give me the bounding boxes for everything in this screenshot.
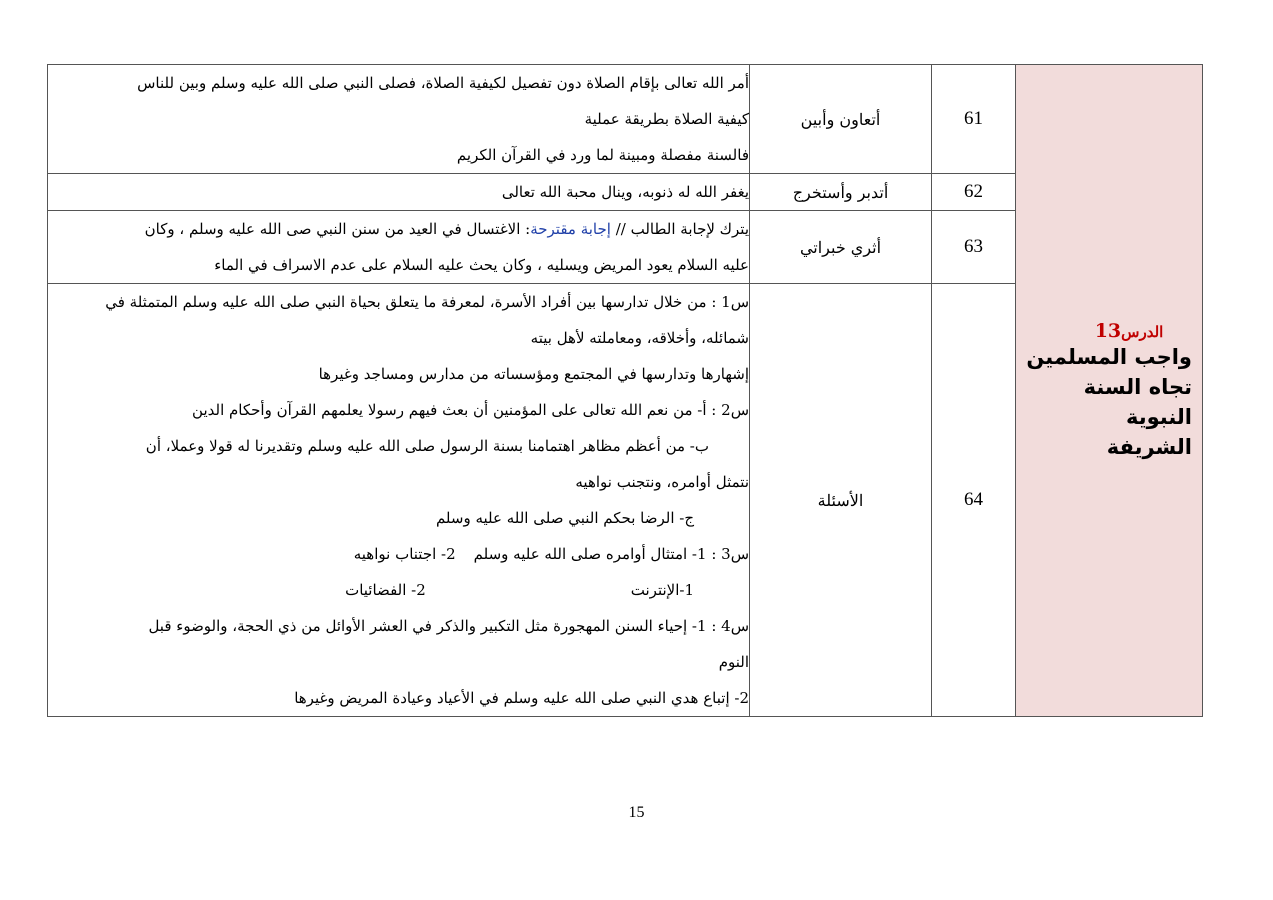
suggested-answer-label: إجابة مقترحة	[530, 220, 611, 238]
answer-cell	[48, 65, 750, 174]
answer-line: س4 : 1- إحياء السنن المهجورة مثل التكبير والذكر في العشر الأوائل من ذي الحجة، والوضوء قبل	[148, 617, 749, 635]
answer-line: نتمثل أوامره، ونتجنب نواهيه	[575, 473, 749, 491]
lesson-table-container	[47, 64, 1203, 717]
answer-line: النوم	[718, 653, 749, 671]
row-number: 64	[932, 284, 1016, 717]
page-number: 15	[628, 804, 645, 821]
answer-line: س2 : أ- من نعم الله تعالى على المؤمنين أن بعث فيهم رسولا يعلمهم القرآن وأحكام الدين	[192, 401, 749, 419]
lesson-tag: الدرس13	[1094, 319, 1164, 342]
activity-label: أتدبر وأستخرج	[750, 174, 932, 211]
answer-line: 1-الإنترنت2- الفضائيات	[345, 581, 694, 599]
answer-line: عليه السلام يعود المريض ويسليه ، وكان يحث عليه السلام على عدم الاسراف في الماء	[214, 256, 749, 274]
lesson-cell	[1016, 65, 1203, 717]
answer-line: يغفر الله له ذنوبه، وينال محبة الله تعالى	[501, 183, 749, 201]
answer-cell	[48, 174, 750, 211]
lesson-title-line-3: الشريفة	[1106, 434, 1192, 459]
answer-line: أمر الله تعالى بإقام الصلاة دون تفصيل لكيفية الصلاة، فصلى النبي صلى الله عليه وسلم وبين للناس	[137, 74, 749, 92]
row-number: 61	[932, 65, 1016, 174]
answer-line: إشهارها وتدارسها في المجتمع ومؤسساته من مدارس ومساجد وغيرها	[318, 365, 749, 383]
row-number: 62	[932, 174, 1016, 211]
answer-line: ب- من أعظم مظاهر اهتمامنا بسنة الرسول صلى الله عليه وسلم وتقديرنا له قولا وعملا، أن	[145, 437, 709, 455]
answer-line: س3 : 1- امتثال أوامره صلى الله عليه وسلم2- اجتناب نواهيه	[353, 545, 749, 563]
answers-table	[47, 64, 1203, 717]
answer-cell	[48, 284, 750, 717]
row-number: 63	[932, 211, 1016, 284]
activity-label: أثري خبراتي	[750, 211, 932, 284]
answer-line: فالسنة مفصلة ومبينة لما ورد في القرآن الكريم	[456, 146, 749, 164]
answer-line: س1 : من خلال تدارسها بين أفراد الأسرة، لمعرفة ما يتعلق بحياة النبي صلى الله عليه وسلم المتمثلة في	[105, 293, 749, 311]
table-row-61	[48, 65, 1203, 174]
answer-line: يترك لإجابة الطالب // إجابة مقترحة: الاغتسال في العيد من سنن النبي صى الله عليه وسلم ، وكان	[144, 220, 749, 238]
answer-cell	[48, 211, 750, 284]
answer-line: شمائله، وأخلاقه، ومعاملته لأهل بيته	[530, 329, 749, 347]
answer-line: كيفية الصلاة بطريقة عملية	[584, 110, 749, 128]
activity-label: الأسئلة	[750, 284, 932, 717]
lesson-title-line-2: تجاه السنة النبوية	[1083, 374, 1192, 429]
answer-line: 2- إتباع هدي النبي صلى الله عليه وسلم في الأعياد وعيادة المريض وغيرها	[294, 689, 749, 707]
activity-label: أتعاون وأبين	[750, 65, 932, 174]
lesson-title-line-1: واجب المسلمين	[1026, 344, 1192, 369]
answer-line: ج- الرضا بحكم النبي صلى الله عليه وسلم	[435, 509, 694, 527]
